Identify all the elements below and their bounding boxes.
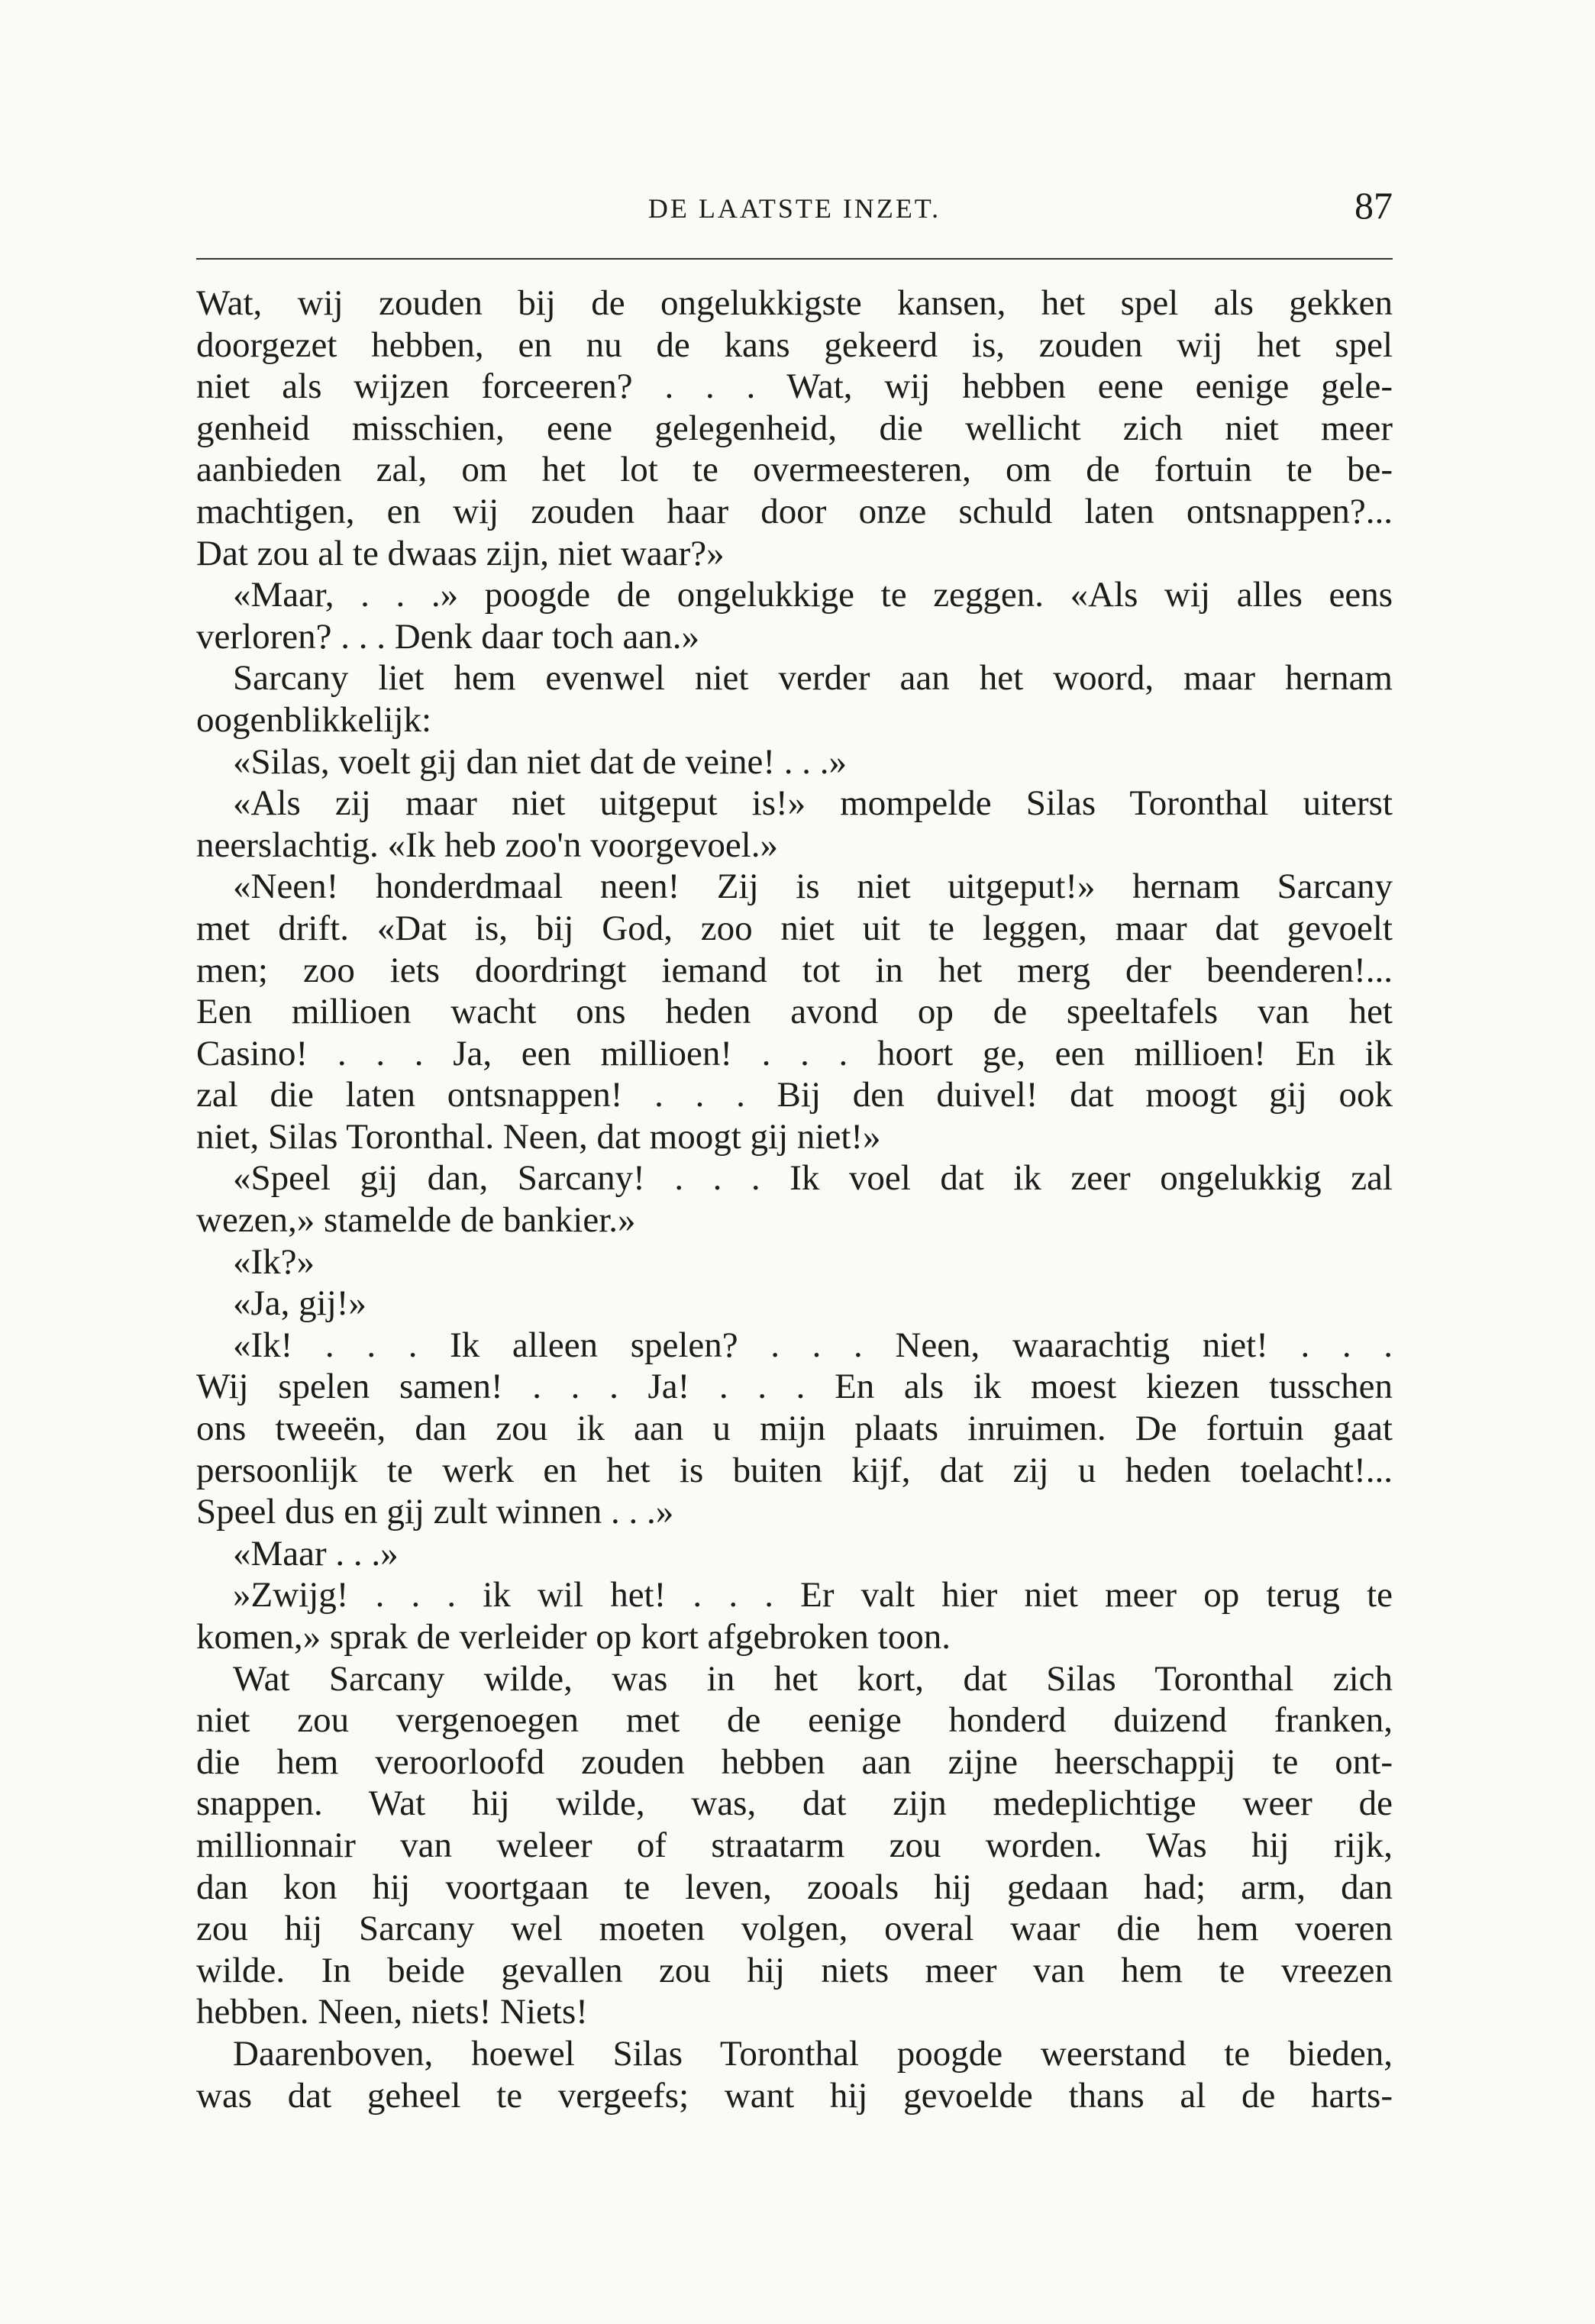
text-line: oogenblikkelijk: (196, 699, 432, 740)
text-line: genheid misschien, eene gelegenheid, die wellicht zich niet meer (196, 408, 1393, 448)
text-line: «Maar . . .» (233, 1533, 399, 1574)
text-line: millionnair van weleer of straatarm zou worden. Was hij rijk, (196, 1825, 1393, 1865)
text-line: hebben. Neen, niets! Niets! (196, 1992, 588, 2032)
book-page (196, 176, 1393, 2116)
text-line: wilde. In beide gevallen zou hij niets meer van hem te vreezen (196, 1950, 1393, 1990)
text-line: Een millioen wacht ons heden avond op de speeltafels van het (196, 992, 1393, 1032)
text-line: snappen. Wat hij wilde, was, dat zijn medeplichtige weer de (196, 1783, 1393, 1824)
text-line: »Zwijg! . . . ik wil het! . . . Er valt hier niet meer op terug te (233, 1575, 1393, 1616)
text-line: ons tweeën, dan zou ik aan u mijn plaats inruimen. De fortuin gaat (196, 1409, 1393, 1449)
text-line: «Ja, gij!» (233, 1283, 366, 1324)
text-line: «Maar, . . .» poogde de ongelukkige te zeggen. «Als wij alles eens (233, 575, 1393, 615)
text-line: dan kon hij voortgaan te leven, zooals hij gedaan had; arm, dan (196, 1867, 1393, 1907)
text-line: «Neen! honderdmaal neen! Zij is niet uitgeput!» hernam Sarcany (233, 867, 1393, 907)
text-line: persoonlijk te werk en het is buiten kijf, dat zij u heden toelacht!... (196, 1450, 1393, 1490)
text-line: Daarenboven, hoewel Silas Toronthal poogde weerstand te bieden, (233, 2033, 1393, 2074)
text-line: doorgezet hebben, en nu de kans gekeerd is, zouden wij het spel (196, 324, 1393, 365)
text-line: neerslachtig. «Ik heb zoo'n voorgevoel.» (196, 825, 778, 865)
text-line: niet, Silas Toronthal. Neen, dat moogt gij niet!» (196, 1116, 881, 1157)
text-line: niet zou vergenoegen met de eenige honderd duizend franken, (196, 1700, 1393, 1741)
text-line: Speel dus en gij zult winnen . . .» (196, 1492, 674, 1532)
text-line: men; zoo iets doordringt iemand tot in het merg der beenderen!... (196, 950, 1393, 990)
body-text (196, 282, 1393, 2116)
running-title: DE LAATSTE INZET. (647, 193, 941, 224)
text-line: die hem veroorloofd zouden hebben aan zijne heerschappij te ont- (196, 1741, 1393, 1782)
text-line: zou hij Sarcany wel moeten volgen, overal waar die hem voeren (196, 1909, 1393, 1949)
text-line: «Silas, voelt gij dan niet dat de veine! . . .» (233, 741, 848, 782)
page-number: 87 (1354, 184, 1393, 227)
text-line: Wat, wij zouden bij de ongelukkigste kansen, het spel als gekken (196, 283, 1393, 323)
text-line: machtigen, en wij zouden haar door onze schuld laten ontsnappen?... (196, 491, 1393, 531)
text-line: «Speel gij dan, Sarcany! . . . Ik voel dat ik zeer ongelukkig zal (233, 1158, 1393, 1199)
text-line: verloren? . . . Denk daar toch aan.» (196, 616, 700, 657)
text-line: «Als zij maar niet uitgeput is!» mompelde Silas Toronthal uiterst (233, 783, 1393, 824)
text-line: niet als wijzen forceeren? . . . Wat, wij hebben eene eenige gele- (196, 366, 1393, 407)
header-rule (196, 258, 1393, 260)
text-line: Sarcany liet hem evenwel niet verder aan het woord, maar hernam (233, 658, 1393, 699)
text-line: Wat Sarcany wilde, was in het kort, dat Silas Toronthal zich (233, 1658, 1393, 1699)
text-line: Dat zou al te dwaas zijn, niet waar?» (196, 533, 725, 573)
text-line: «Ik! . . . Ik alleen spelen? . . . Neen, waarachtig niet! . . . (233, 1325, 1393, 1365)
text-line: zal die laten ontsnappen! . . . Bij den duivel! dat moogt gij ook (196, 1075, 1393, 1115)
text-line: komen,» sprak de verleider op kort afgebroken toon. (196, 1617, 951, 1657)
text-line: Wij spelen samen! . . . Ja! . . . En als ik moest kiezen tusschen (196, 1367, 1393, 1407)
text-line: was dat geheel te vergeefs; want hij gevoelde thans al de harts- (196, 2075, 1393, 2116)
text-line: Casino! . . . Ja, een millioen! . . . hoort ge, een millioen! En ik (196, 1033, 1393, 1073)
text-line: wezen,» stamelde de bankier.» (196, 1200, 636, 1241)
page-header (196, 176, 1393, 244)
text-line: «Ik?» (233, 1241, 315, 1282)
text-line: aanbieden zal, om het lot te overmeesteren, om de fortuin te be- (196, 450, 1393, 490)
text-line: met drift. «Dat is, bij God, zoo niet uit te leggen, maar dat gevoelt (196, 908, 1393, 948)
